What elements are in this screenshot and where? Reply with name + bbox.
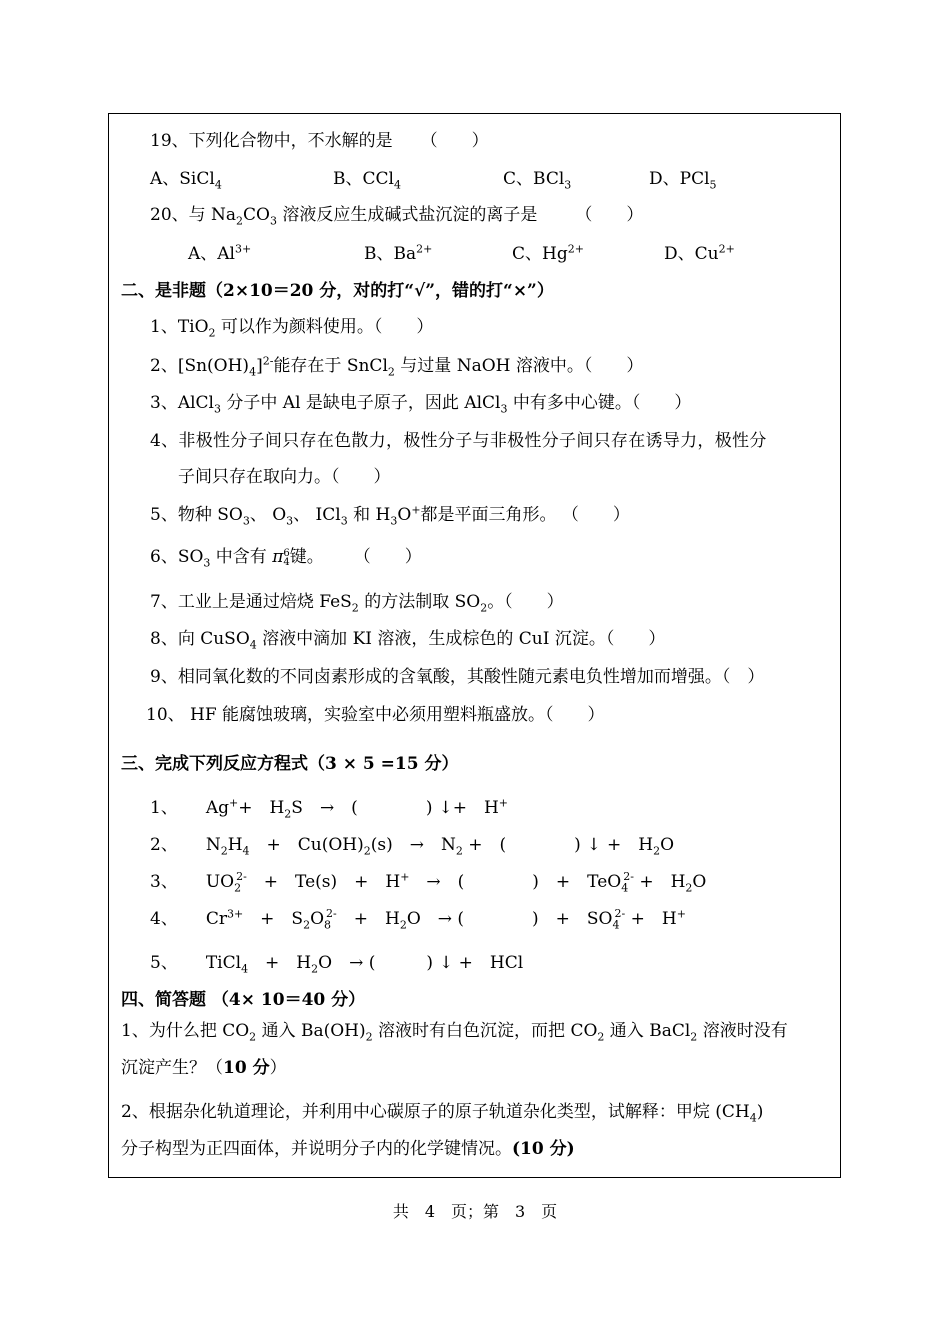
short-q1-line2: 沉淀产生？（10 分） bbox=[121, 1058, 287, 1078]
part2-heading: 二、是非题（2×10＝20 分，对的打“√”，错的打“×”） bbox=[121, 281, 554, 301]
reaction-4: 4、 $Cr^{3+}$ + $S_2O_8^{2-}$ + $H_2O$ → ( ) + $SO_4^{2-}$ + H+ bbox=[150, 907, 686, 932]
q19-option-c: C、BCl$_3$ bbox=[503, 169, 572, 192]
tf-q7: 7、工业上是通过焙烧 FeS$_2$ 的方法制取 $SO_2$。（ ） bbox=[150, 592, 564, 615]
q20-option-b: B、$Ba^{2+}$ bbox=[364, 242, 433, 264]
page-footer: 共 4 页；第 3 页 bbox=[392, 1202, 558, 1221]
reaction-1: 1、 Ag++ $H_2S$ → ( ) ↓+ H+ bbox=[150, 796, 508, 821]
tf-q1: 1、TiO$_2$ 可以作为颜料使用。（ ） bbox=[150, 317, 434, 340]
tf-q4-line1: 4、非极性分子间只存在色散力，极性分子与非极性分子间只存在诱导力，极性分 bbox=[150, 431, 767, 451]
short-q1-line1: 1、为什么把 $CO_2$ 通入 $Ba(OH)_2$ 溶液时有白色沉淀，而把 $CO_2$ 通入 BaCl$_2$ 溶液时没有 bbox=[121, 1021, 788, 1044]
tf-q9: 9、相同氧化数的不同卤素形成的含氧酸，其酸性随元素电负性增加而增强。（ ） bbox=[150, 667, 765, 687]
tf-q5: 5、物种 $SO_3$、 $O_3$、 ICl$_3$ 和 $H_3O^+$都是平面三角形。 （ ） bbox=[150, 503, 630, 528]
short-q2-line1: 2、根据杂化轨道理论，并利用中心碳原子的原子轨道杂化类型，试解释：甲烷 $(CH_4)$ bbox=[121, 1102, 764, 1125]
reaction-2: 2、 $N_2H_4$ + $Cu(OH)_2(s)$ → $N_2$ + ( ) ↓ + $H_2O$ bbox=[150, 835, 675, 858]
precipitate-arrow-icon: ↓ bbox=[586, 835, 602, 855]
tf-q2: 2、$[Sn(OH)_4]^{2-}$能存在于 SnCl$_2$ 与过量 NaOH 溶液中。（ ） bbox=[150, 354, 644, 379]
part4-heading: 四、简答题 （4× 10＝40 分） bbox=[121, 990, 366, 1010]
q19-option-b: B、CCl$_4$ bbox=[333, 169, 401, 192]
reaction-3: 3、 $UO_2^{2-}$ + Te(s) + H+ → ( ) + TeO$_4^{2-}$ + $H_2O$ bbox=[150, 870, 707, 895]
q20-option-c: C、$Hg^{2+}$ bbox=[512, 242, 584, 264]
q19-option-a: A、SiCl$_4$ bbox=[150, 169, 222, 192]
q20-option-d: D、$Cu^{2+}$ bbox=[664, 242, 735, 264]
tf-q3: 3、AlCl$_3$ 分子中 Al 是缺电子原子，因此 AlCl$_3$ 中有多中心键。（ ） bbox=[150, 393, 692, 416]
tf-q8: 8、向 CuSO$_4$ 溶液中滴加 KI 溶液，生成棕色的 CuI 沉淀。（ ） bbox=[150, 629, 666, 652]
tf-q10: 10、 HF 能腐蚀玻璃，实验室中必须用塑料瓶盛放。（ ） bbox=[146, 705, 605, 725]
tf-q4-line2: 子间只存在取向力。（ ） bbox=[178, 467, 391, 487]
q19-option-d: D、PCl$_5$ bbox=[649, 169, 717, 192]
short-q2-line2: 分子构型为正四面体，并说明分子内的化学键情况。(10 分) bbox=[121, 1139, 575, 1159]
q20-stem: 20、与 $Na_2CO_3$ 溶液反应生成碱式盐沉淀的离子是 （ ） bbox=[150, 205, 644, 228]
precipitate-arrow-icon: ↓ bbox=[439, 953, 454, 973]
part3-heading: 三、完成下列反应方程式（3 × 5 =15 分） bbox=[121, 754, 459, 774]
precipitate-arrow-icon: ↓ bbox=[438, 798, 453, 818]
reaction-5: 5、 TiCl$_4$ + $H_2O$ → ( ) ↓ + HCl bbox=[150, 953, 524, 976]
q19-stem: 19、下列化合物中，不水解的是 （ ） bbox=[150, 131, 489, 151]
tf-q6: 6、$SO_3$ 中含有 π 6 4 键。 （ ） bbox=[150, 547, 422, 570]
q20-option-a: A、$Al^{3+}$ bbox=[188, 242, 252, 264]
